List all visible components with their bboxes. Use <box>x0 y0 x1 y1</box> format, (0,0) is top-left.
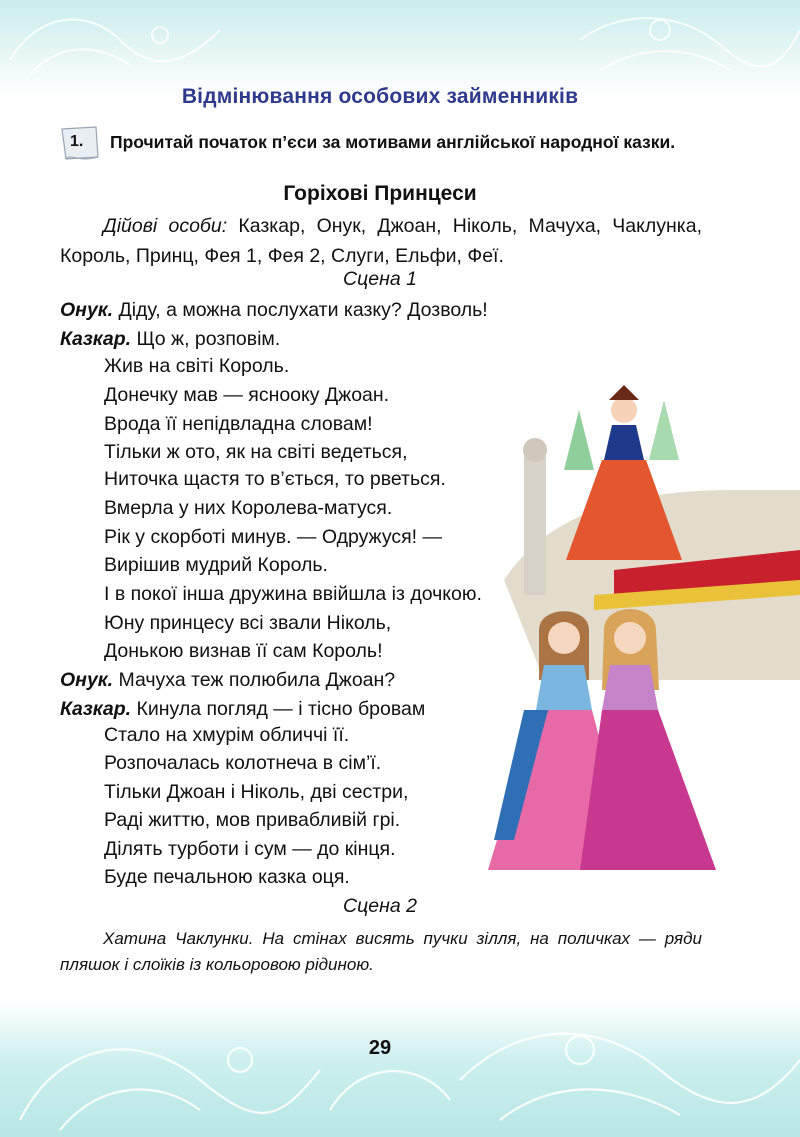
top-decorative-band <box>0 0 800 96</box>
top-ornament <box>0 0 800 96</box>
verse-line: Раді життю, мов привабливій грі. <box>104 809 401 831</box>
princesses-picture-icon <box>484 380 800 880</box>
verse-line: Розпочалась колотнеча в сім’ї. <box>104 752 382 774</box>
speech: Що ж, розповім. <box>136 328 281 350</box>
task-number: 1. <box>70 133 84 150</box>
cast-names: Казкар, Онук, Джоан, Ніколь, Мачуха, Чаклунка, Король, Принц, Фея 1, Фея 2, Слуги, Ельфи, Феї. <box>60 215 703 267</box>
verse-line: Донькою визнав її сам Король! <box>104 640 383 662</box>
dialogue-line <box>60 696 425 722</box>
cast-label: Дійові особи: <box>103 215 228 237</box>
verse-line: Стало на хмурім обличчі її. <box>104 724 350 746</box>
verse-line: Юну принцесу всі звали Ніколь, <box>104 612 392 634</box>
dialogue-line <box>60 326 280 352</box>
verse-line: Вмерла у них Королева-матуся. <box>104 497 393 519</box>
verse-line: Вирішив мудрий Король. <box>104 554 328 576</box>
speaker: Онук. <box>60 669 114 691</box>
section-heading: Відмінювання особових займенників <box>181 85 579 108</box>
page-number: 29 <box>368 1037 392 1059</box>
verse-line: Ділять турботи і сум — до кінця. <box>104 838 396 860</box>
speech: Кинула погляд — і тісно бровам <box>136 698 426 720</box>
verse-line: І в покої інша дружина ввійшла із дочкою. <box>104 583 482 605</box>
stage-direction: Хатина Чаклунки. На стінах висять пучки зілля, на поличках — ряди пляшок і слоїків із кольоровою рідиною. <box>60 929 702 974</box>
speaker: Онук. <box>60 299 114 321</box>
verse-line: Ниточка щастя то в’ється, то рветься. <box>104 468 446 490</box>
verse-line: Жив на світі Король. <box>104 355 290 377</box>
speaker: Казкар. <box>60 698 132 720</box>
princesses-illustration <box>484 380 800 880</box>
speaker: Казкар. <box>60 328 132 350</box>
scene-1-heading: Сцена 1 <box>343 268 417 290</box>
bottom-ornament <box>0 1000 800 1137</box>
verse-line: Тільки ж ото, як на світі ведеться, <box>104 441 408 463</box>
verse-line: Донечку мав — яснооку Джоан. <box>104 384 390 406</box>
dialogue-line <box>60 667 395 693</box>
verse-line: Тільки Джоан і Ніколь, дві сестри, <box>104 781 409 803</box>
verse-line: Буде печальною казка оця. <box>104 866 350 888</box>
speech: Мачуха теж полюбила Джоан? <box>118 669 396 691</box>
speech: Діду, а можна послухати казку? Дозволь! <box>118 299 488 321</box>
dialogue-line <box>60 297 488 323</box>
cast-list <box>60 211 702 271</box>
bottom-decorative-band <box>0 1000 800 1137</box>
scene-2-heading: Сцена 2 <box>343 895 417 917</box>
task-instruction: Прочитай початок п’єси за мотивами англійської народної казки. <box>110 132 676 152</box>
verse-line: Врода її непідвладна словам! <box>104 413 373 435</box>
play-title: Горіхові Принцеси <box>283 182 477 205</box>
verse-line: Рік у скорботі минув. — Одружуся! — <box>104 526 442 548</box>
